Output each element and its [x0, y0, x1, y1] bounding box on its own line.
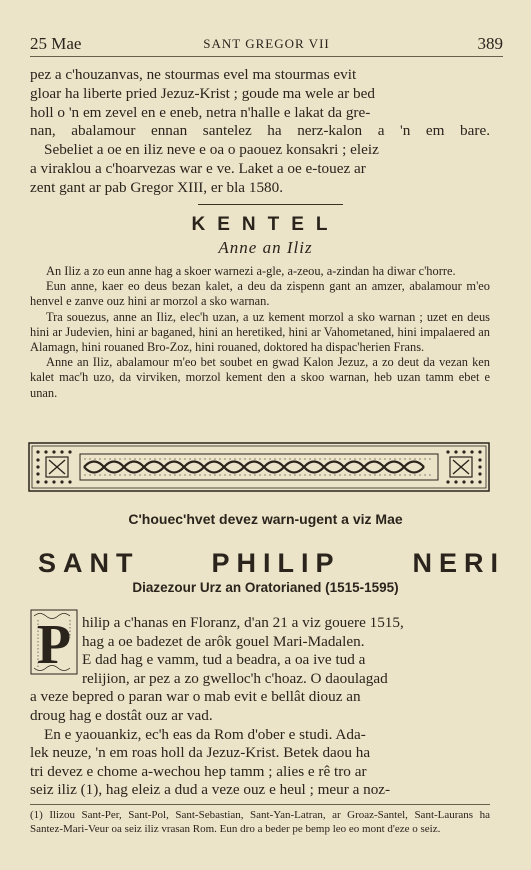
lesson-paragraph: An Iliz a zo eun anne hag a skoer warnezi a-gle, a-zeou, a-zindan ha diwar c'horre.: [46, 264, 456, 278]
intro-line: pez a c'houzanvas, ne stourmas evel ma stourmas evit: [30, 66, 357, 83]
main-line: lek neuze, 'n em roas holl da Jezuz-Krist. Betek daou ha: [30, 744, 371, 762]
saint-subtitle: Diazezour Urz an Oratorianed (1515-1595): [132, 580, 399, 595]
main-line: droug hag e dostât ouz ar vad.: [30, 706, 213, 724]
intro-line: a viraklou a c'hoarvezas war e ve. Laket a oe e-touez ar: [30, 159, 366, 177]
main-line: E dad hag e vamm, tud a beadra, a oa ive tud a: [82, 651, 366, 669]
lesson-paragraph: Tra souezus, anne an Iliz, elec'h uzan, a uz kement morzol a sko warnan ; uzet en deus hini ar Judevien, hini ar baganed, hini an heretiked, hini ar Vahometaned, hini impalaered an Alamagn, hini rouaned Bro-Zoz, hini rouaned, doktored ha dispac'herien Frans.: [30, 309, 490, 355]
intro-line: gloar ha liberte pried Jezuz-Krist ; goude ma wele ar bed: [30, 84, 375, 102]
main-line: a veze bepred o paran war o mab evit e bellât diouz an: [30, 688, 361, 706]
saint-name-word: NERI: [412, 548, 505, 578]
header-title: SANT GREGOR VII: [203, 36, 330, 51]
feast-date: C'houec'hvet devez warn-ugent a viz Mae: [128, 511, 403, 527]
page-number: 389: [477, 34, 503, 53]
saint-name-word: SANT: [38, 548, 140, 578]
saint-name: [38, 548, 505, 582]
main-line: relijion, ar pez a zo gwelloc'h c'hoaz. O daoulagad: [82, 669, 388, 687]
kentel-subtitle: Anne an Iliz: [218, 238, 313, 257]
header-date: 25 Mae: [30, 34, 82, 53]
kentel-heading: KENTEL: [191, 214, 340, 235]
main-line: tri devez e chome a-wechou hep tamm ; alies e rê tro ar: [30, 762, 367, 780]
lesson-paragraph: Anne an Iliz, abalamour m'eo bet soubet en gwad Kalon Jezuz, a zo deut da vezan ken kalet mac'h uzo, da virviken, morzol kement den a skoo warnan, heb uzan tamm ebet e unan.: [30, 355, 490, 400]
header-rule: [30, 56, 503, 57]
intro-line: Sebeliet a oe en iliz neve e oa o paouez konsakri ; eleiz: [44, 141, 379, 159]
intro-line: holl o 'n em zevel en e eneb, netra n'halle e lakat da gre-: [30, 103, 371, 121]
intro-line: zent gant ar pab Gregor XIII, er bla 1580.: [30, 178, 284, 196]
footnote: (1) Ilizou Sant-Per, Sant-Pol, Sant-Sebastian, Sant-Yan-Latran, ar Groaz-Santel, Sant-Laurans ha Santez-Mari-Veur oa seiz iliz vrasan Rom. Eun dro a beder pe bemp leo eo mont d'eze o seiz.: [30, 809, 490, 835]
intro-paragraph: [30, 66, 490, 198]
main-text: [30, 614, 490, 800]
dropcap-letter: P: [36, 614, 72, 676]
saint-name-word: PHILIP: [211, 548, 341, 578]
main-line: hag a oe badezet de arôk gouel Mari-Madalen.: [82, 632, 365, 650]
footnote-rule: [30, 804, 490, 805]
main-line: hilip a c'hanas en Floranz, d'an 21 a viz gouere 1515,: [82, 614, 404, 631]
section-divider: [198, 204, 343, 205]
lesson-text: [30, 264, 490, 401]
ornamental-border: [28, 442, 490, 492]
main-line: seiz iliz (1), hag eleiz a dud a veze ouz e heul ; meur a noz-: [30, 781, 391, 799]
lesson-paragraph: Eun anne, kaer eo deus bezan kalet, a deu da zispenn gant an amzer, abalamour m'eo henvel e zanve ouz hini ar morzol a sko warnan.: [30, 279, 490, 309]
main-line: En e yaouankiz, ec'h eas da Rom d'ober e studi. Ada-: [44, 725, 366, 743]
running-header: [30, 34, 503, 54]
intro-line: nan, abalamour ennan santelez ha nerz-kalon a 'n em bare.: [30, 122, 490, 140]
